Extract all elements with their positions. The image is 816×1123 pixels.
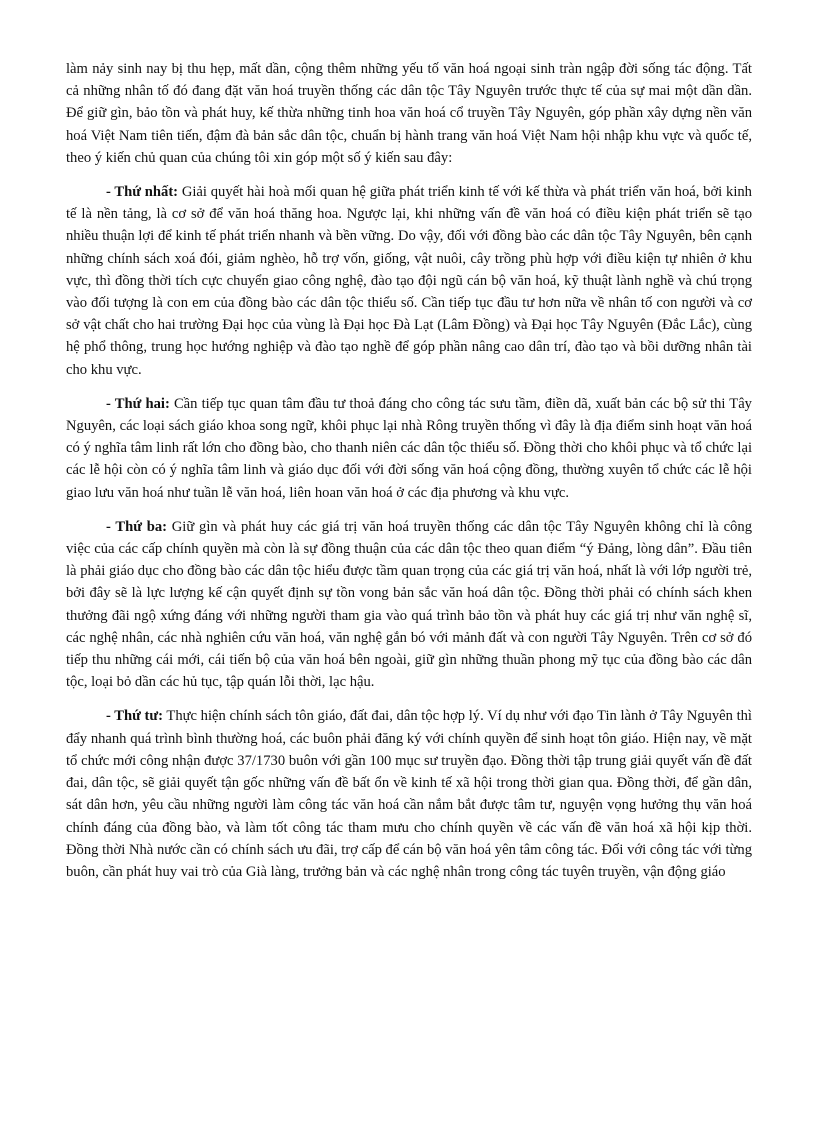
section-text-second: Cần tiếp tục quan tâm đầu tư thoả đáng cho công tác sưu tầm, điền dã, xuất bản các bộ sử thi Tây Nguyên, các loại sách giáo khoa song ngữ, khôi phục lại nhà Rông truyền thống vì đây là địa điểm sinh hoạt văn hoá có ý nghĩa tâm linh rất lớn cho đồng bào, cho thanh niên các dân tộc thiểu số. Đồng thời cho khôi phục và tổ chức lại các lễ hội còn có ý nghĩa tâm linh và giáo dục đối với đời sống văn hoá cộng đồng, thường xuyên tổ chức các lễ hội giao lưu văn hoá như tuần lễ văn hoá, liên hoan văn hoá ở các địa phương và khu vực. (66, 395, 752, 501)
section-lead-fourth: - Thứ tư: (106, 708, 164, 725)
section-paragraph-fourth (66, 705, 752, 883)
section-paragraph-second (66, 393, 752, 504)
section-lead-first: - Thứ nhất: (106, 184, 179, 201)
section-text-fourth: Thực hiện chính sách tôn giáo, đất đai, dân tộc hợp lý. Ví dụ như với đạo Tin lành ở Tây Nguyên thì đẩy nhanh quá trình bình thường hoá, các buôn phải đăng ký với chính quyền để sinh hoạt tôn giáo. Hiện nay, về mặt tổ chức mới công nhận được 37/1730 buôn với gần 100 mục sư truyền đạo. Đồng thời tập trung giải quyết vấn đề đất đai, dân tộc, sẽ giải quyết tận gốc những vấn đề bất ổn về kinh tế xã hội trong thời gian qua. Đồng thời, để gần dân, sát dân hơn, yêu cầu những người làm công tác văn hoá cần nắm bắt được tâm tư, nguyện vọng hưởng thụ văn hoá chính đáng của đồng bào, và làm tốt công tác tham mưu cho chính quyền về các vấn đề văn hoá xã hội kịp thời. Đồng thời Nhà nước cần có chính sách ưu đãi, trợ cấp để cán bộ văn hoá yên tâm công tác. Đối với công tác với từng buôn, cần phát huy vai trò của Già làng, trưởng bản và các nghệ nhân trong công tác tuyên truyền, vận động giáo (66, 708, 752, 880)
section-text-third: Giữ gìn và phát huy các giá trị văn hoá truyền thống các dân tộc Tây Nguyên không chỉ là công việc của các cấp chính quyền mà còn là sự đồng thuận của các dân tộc theo quan điểm “ý Đảng, lòng dân”. Đầu tiên là phải giáo dục cho đồng bào các dân tộc hiểu được tầm quan trọng của các giá trị văn hoá, nhất là với lớp người trẻ, bởi đây sẽ là lực lượng kế cận quyết định sự tồn vong bản sắc văn hoá dân tộc. Đồng thời phải có chính sách khen thưởng đãi ngộ xứng đáng với những người tham gia vào quá trình bảo tồn và phát huy các giá trị như văn nghệ sĩ, các nghệ nhân, các nhà nghiên cứu văn hoá, văn nghệ gắn bó với mảnh đất và con người Tây Nguyên. Trên cơ sở đó tiếp thu những cái mới, cái tiến bộ của văn hoá bên ngoài, giữ gìn những thuần phong mỹ tục của đồng bào các dân tộc, loại bỏ dần các hủ tục, tập quán lỗi thời, lạc hậu. (66, 518, 752, 691)
section-lead-third: - Thứ ba: (106, 518, 167, 535)
section-paragraph-first (66, 181, 752, 381)
section-paragraph-third (66, 516, 752, 694)
section-lead-second: - Thứ hai: (106, 395, 170, 412)
section-text-first: Giải quyết hài hoà mối quan hệ giữa phát triển kinh tế với kế thừa và phát triển văn hoá, bởi kinh tế là nền tảng, là cơ sở để văn hoá thăng hoa. Ngược lại, khi những vấn đề văn hoá có điều kiện phát triển sẽ tạo nhiều thuận lợi để kinh tế phát triển nhanh và bền vững. Do vậy, đối với đồng bào các dân tộc Tây Nguyên, bên cạnh những chính sách xoá đói, giảm nghèo, hỗ trợ vốn, giống, vật nuôi, cây trồng phù hợp với điều kiện tự nhiên ở khu vực, thì đồng thời tích cực chuyển giao công nghệ, đào tạo đội ngũ cán bộ văn hoá, kỹ thuật lành nghề và chú trọng vào đối tượng là con em của đồng bào các dân tộc thiểu số. Cần tiếp tục đầu tư hơn nữa về nhân tố con người và cơ sở vật chất cho hai trường Đại học của vùng là Đại học Đà Lạt (Lâm Đồng) và Đại học Tây Nguyên (Đắc Lắc), cùng hệ phổ thông, trung học hướng nghiệp và đào tạo nghề để góp phần nâng cao dân trí, đào tạo và bồi dưỡng nhân tài cho khu vực. (66, 184, 752, 378)
document-page (66, 58, 752, 895)
intro-paragraph: làm nảy sinh nay bị thu hẹp, mất dần, cộng thêm những yếu tố văn hoá ngoại sinh tràn ngập đời sống tác động. Tất cả những nhân tố đó đang đặt văn hoá truyền thống các dân tộc Tây Nguyên trước thực tế của sự mai một dần dần. Để giữ gìn, bảo tồn và phát huy, kế thừa những tinh hoa văn hoá cổ truyền Tây Nguyên, góp phần xây dựng nền văn hoá Việt Nam tiên tiến, đậm đà bản sắc dân tộc, chuẩn bị hành trang văn hoá Việt Nam hội nhập khu vực và quốc tế, theo ý kiến chủ quan của chúng tôi xin góp một số ý kiến sau đây: (66, 61, 752, 166)
